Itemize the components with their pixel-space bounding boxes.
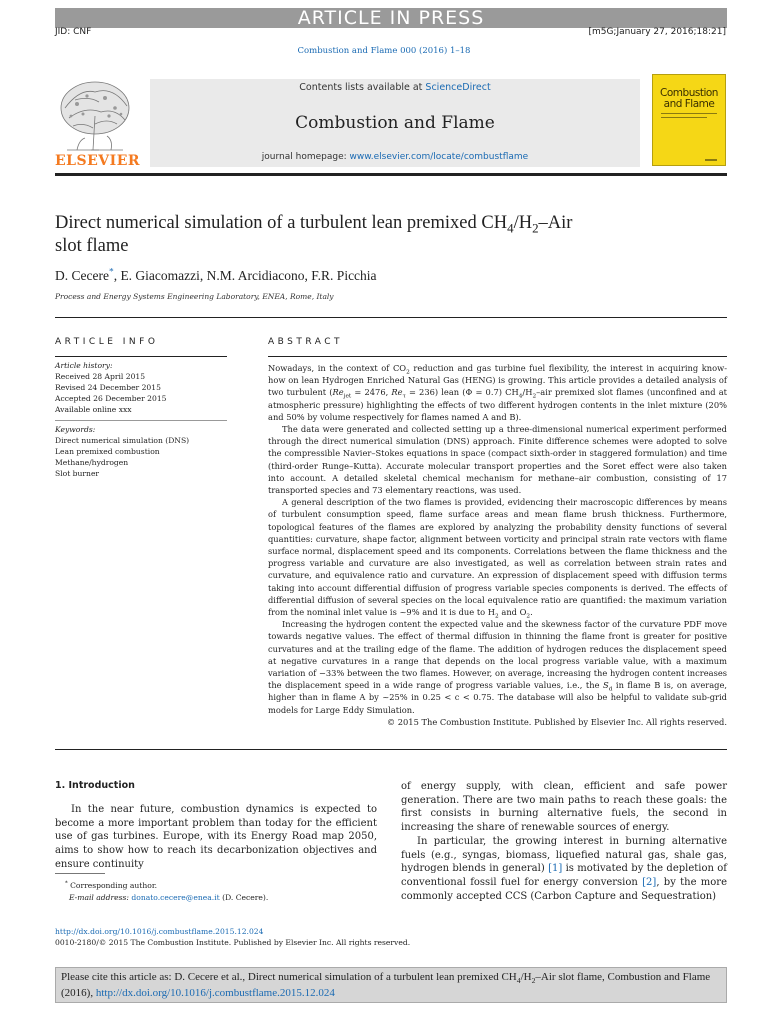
issn-line: 0010-2180/© 2015 The Combustion Institute. Published by Elsevier Inc. All rights reserved. [55, 938, 411, 947]
abstract-end-rule [55, 749, 727, 750]
contents-line: Contents lists available at ScienceDirect [299, 82, 491, 93]
keyword-item: Lean premixed combustion [55, 447, 160, 456]
section-heading-introduction: 1. Introduction [55, 780, 135, 791]
doi-link[interactable]: http://dx.doi.org/10.1016/j.combustflame.2015.12.024 [55, 927, 264, 936]
abstract-copyright: © 2015 The Combustion Institute. Published by Elsevier Inc. All rights reserved. [386, 716, 727, 727]
author-list: D. Cecere*, E. Giacomazzi, N.M. Arcidiacono, F.R. Picchia [55, 267, 377, 283]
corresponding-author-footnote: * Corresponding author. E-mail address: donato.cecere@enea.it (D. Cecere). [65, 880, 269, 902]
keyword-item: Slot burner [55, 469, 100, 478]
author-email-link[interactable]: donato.cecere@enea.it [131, 893, 220, 902]
reference-link-1[interactable]: [1] [548, 863, 563, 875]
publisher-name: ELSEVIER [55, 153, 141, 169]
citation-box: Please cite this article as: D. Cecere et al., Direct numerical simulation of a turbulent lean premixed $CH_4/H_2$–Air slot flame, Combustion and Flame (2016), http://dx.doi.org/10.1016/j.combustflame.2015.12.024 [55, 967, 727, 1003]
reference-link-2[interactable]: [2] [642, 876, 657, 888]
abstract-text: Nowadays, in the context of $CO_2$ reduction and gas turbine fuel flexibility, the interest in acquiring know-how on lean Hydrogen Enriched Natural Gas (HENG) is growing. This article provides a detailed analysis of two turbulent ($Re_{jet} = 2476$, $Re_\tau = 236$) lean (Φ = 0.7) $CH_4/H_2$–air premixed slot flames (unconfined and at atmospheric pressure) highlighting the effects of two different hydrogen contents in the inlet mixture (20% and 50% by volume respectively for flames named A and B). The data were generated and collected setting up a three-dimensional numerical experiment performed through the direct numerical simulation (DNS) approach. Finite difference schemes were adopted to solve the compressible Navier–Stokes equations in space (compact sixth-order in staggered formulation) and time (third-order Runge–Kutta). Accurate molecular transport properties and the Soret effect were also taken into account. A detailed skeletal chemical mechanism for methane–air combustion, consisting of 17 transported species and 73 elementary reactions, was used. A general description of the two flames is provided, evidencing their macroscopic differences by means of turbulent consumption speed, flame surface areas and mean flame brush thickness. Furthermore, topological features of the flames are explored by analyzing the probability density functions of several quantities: curvature, shape factor, alignment between vorticity and principal strain rate vectors with flame surface normal, displacement speed and its components. Correlations between the flame thickness and the progress variable and curvature are also investigated, as well as correlation between strain rates and curvature, and equivalence ratio and curvature. An expression of displacement speed with diffusion terms taking into account differential diffusion of progress variable species components is derived. The effects of differential diffusion of several species on the local equivalence ratio are quantified: the maximum variation from the nominal inlet value is ~9% and it is due to $H_2$ and $O_2$. Increasing the hydrogen content the expected value and the skewness factor of the curvature PDF move towards negative values. The effect of thermal diffusion in thinning the flame front is greater for positive curvatures and at the trailing edge of the flame. The addition of hydrogen reduces the displacement speed at negative curvatures in a range that depends on the local progress variable value, with a maximum variation of −33% between the two flames. However, on average, increasing the hydrogen content increases the displacement speed in a wide range of progress variable values, i.e., the $S_d$ in flame B is, on average, higher than in flame A by ~25% in 0.25 < c < 0.75. The database will also be helpful to validate sub-grid models for Large Eddy Simulation. © 2015 The Combustion Institute. Published by Elsevier Inc. All rights reserved. [268, 363, 728, 727]
affiliation: Process and Energy Systems Engineering Laboratory, ENEA, Rome, Italy [55, 292, 334, 301]
version-stamp: [m5G;January 27, 2016;18:21] [588, 27, 726, 37]
article-history: Article history: Received 28 April 2015 Revised 24 December 2015 Accepted 26 December 2015 Available online xxx [55, 361, 167, 414]
abstract-heading: ABSTRACT [268, 337, 344, 347]
journal-homepage-link[interactable]: www.elsevier.com/locate/combustflame [349, 152, 529, 162]
keywords: Keywords: Direct numerical simulation (DNS) Lean premixed combustion Methane/hydrogen Slot burner [55, 425, 190, 478]
masthead-rule [55, 173, 727, 176]
journal-reference-link[interactable]: Combustion and Flame 000 (2016) 1–18 [297, 46, 471, 56]
sciencedirect-link[interactable]: ScienceDirect [425, 82, 491, 93]
keywords-rule [55, 420, 227, 421]
citation-doi-link[interactable]: http://dx.doi.org/10.1016/j.combustflame.2015.12.024 [95, 986, 335, 999]
intro-left-column: In the near future, combustion dynamics is expected to become a more important problem than today for the efficient use of gas turbines. Europe, with its Energy Road map 2050, aims to show how to reach its decarbonization objectives and ensure continuity [55, 804, 377, 870]
corresponding-author-mark[interactable]: * [108, 267, 114, 278]
article-info-heading: ARTICLE INFO [55, 337, 159, 347]
intro-right-column: of energy supply, with clean, efficient and safe power generation. There are two main paths to reach these goals: the first consists in burning alternative fuels, the second in increasing the share of renewable sources of energy. In particular, the growing interest in burning alternative fuels (e.g., syngas, biomass, liquefied natural gas, shale gas, hydrogen blends in general) [1] is motivated by the depletion of conventional fossil fuel for energy conversion [2], by the more commonly accepted CCS (Carbon Capture and Sequestration) [401, 781, 728, 902]
footnote-rule [55, 873, 105, 874]
keyword-item: Direct numerical simulation (DNS) [55, 436, 190, 445]
article-info-rule [55, 356, 227, 357]
journal-homepage-line: journal homepage: www.elsevier.com/locate/combustflame [261, 152, 529, 162]
abstract-rule [268, 356, 727, 357]
cover-title: Combustion and Flame [660, 87, 718, 110]
article-in-press-banner: ARTICLE IN PRESS [55, 8, 727, 28]
title-rule [55, 317, 727, 318]
paper-title: Direct numerical simulation of a turbulent lean premixed $CH_4/H_2$–Air slot flame [55, 213, 573, 256]
keyword-item: Methane/hydrogen [55, 458, 129, 467]
journal-title: Combustion and Flame [295, 113, 495, 133]
journal-id: JID: CNF [55, 27, 92, 37]
